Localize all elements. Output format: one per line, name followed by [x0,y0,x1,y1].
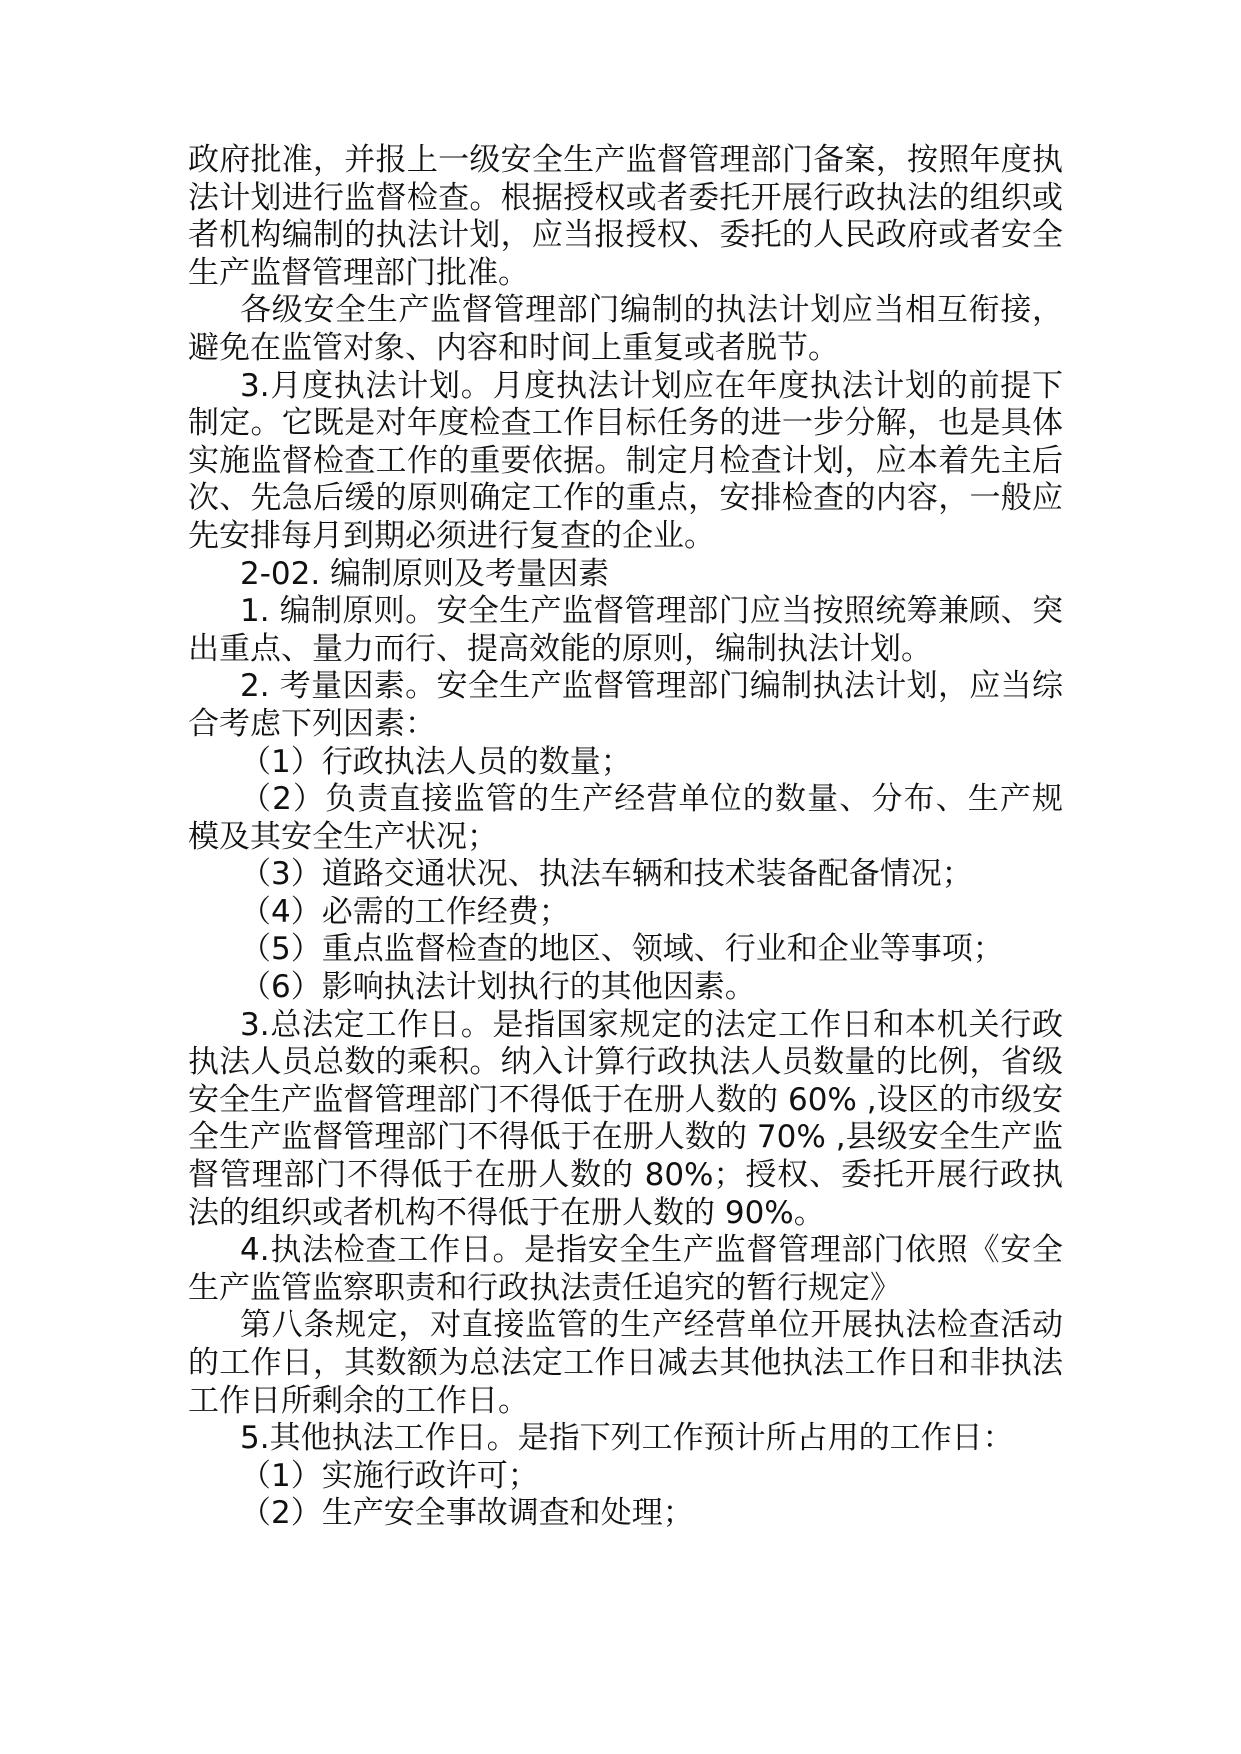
paragraph: 3.总法定工作日。是指国家规定的法定工作日和本机关行政执法人员总数的乘积。纳入计算行政执法人员数量的比例，省级安全生产监督管理部门不得低于在册人数的 60% ,设区的市级安全生产监督管理部门不得低于在册人数的 70% ,县级安全生产监督管理部门不得低于在册人数的 80%；授权、委托开展行政执法的组织或者机构不得低于在册人数的 90%。 [188,1006,1063,1231]
list-item: （1）行政执法人员的数量； [240,743,632,780]
list-item: （2）负责直接监管的生产经营单位的数量、分布、生产规模及其安全生产状况； [188,781,1063,855]
paragraph: 第八条规定，对直接监管的生产经营单位开展执法检查活动的工作日，其数额为总法定工作日减去其他执法工作日和非执法工作日所剩余的工作日。 [188,1307,1063,1419]
paragraph: 5.其他执法工作日。是指下列工作预计所占用的工作日： [240,1420,1014,1457]
paragraph: 4.执法检查工作日。是指安全生产监督管理部门依照《安全生产监管监察职责和行政执法责任追究的暂行规定》 [188,1232,1063,1306]
paragraph: 政府批准，并报上一级安全生产监督管理部门备案，按照年度执法计划进行监督检查。根据授权或者委托开展行政执法的组织或者机构编制的执法计划，应当报授权、委托的人民政府或者安全生产监督管理部门批准。 [188,142,1063,291]
paragraph: 各级安全生产监督管理部门编制的执法计划应当相互衔接，避免在监管对象、内容和时间上重复或者脱节。 [188,292,1063,366]
paragraph: 3.月度执法计划。月度执法计划应在年度执法计划的前提下制定。它既是对年度检查工作目标任务的进一步分解，也是具体实施监督检查工作的重要依据。制定月检查计划，应本着先主后次、先急后缓的原则确定工作的重点，安排检查的内容，一般应先安排每月到期必须进行复查的企业。 [188,367,1063,554]
list-item: （4）必需的工作经费； [240,893,570,930]
list-item: （1）实施行政许可； [240,1457,539,1494]
list-item: （2）生产安全事故调查和处理； [240,1495,694,1532]
list-item: （6）影响执法计划执行的其他因素。 [240,969,756,1006]
section-heading: 2-02. 编制原则及考量因素 [240,555,610,592]
paragraph: 2. 考量因素。安全生产监督管理部门编制执法计划，应当综合考虑下列因素： [188,668,1063,742]
document-page [188,142,1063,1533]
list-item: （5）重点监督检查的地区、领域、行业和企业等事项； [240,931,1004,968]
paragraph: 1. 编制原则。安全生产监督管理部门应当按照统筹兼顾、突出重点、量力而行、提高效能的原则，编制执法计划。 [188,593,1063,667]
list-item: （3）道路交通状况、执法车辆和技术装备配备情况； [240,856,973,893]
